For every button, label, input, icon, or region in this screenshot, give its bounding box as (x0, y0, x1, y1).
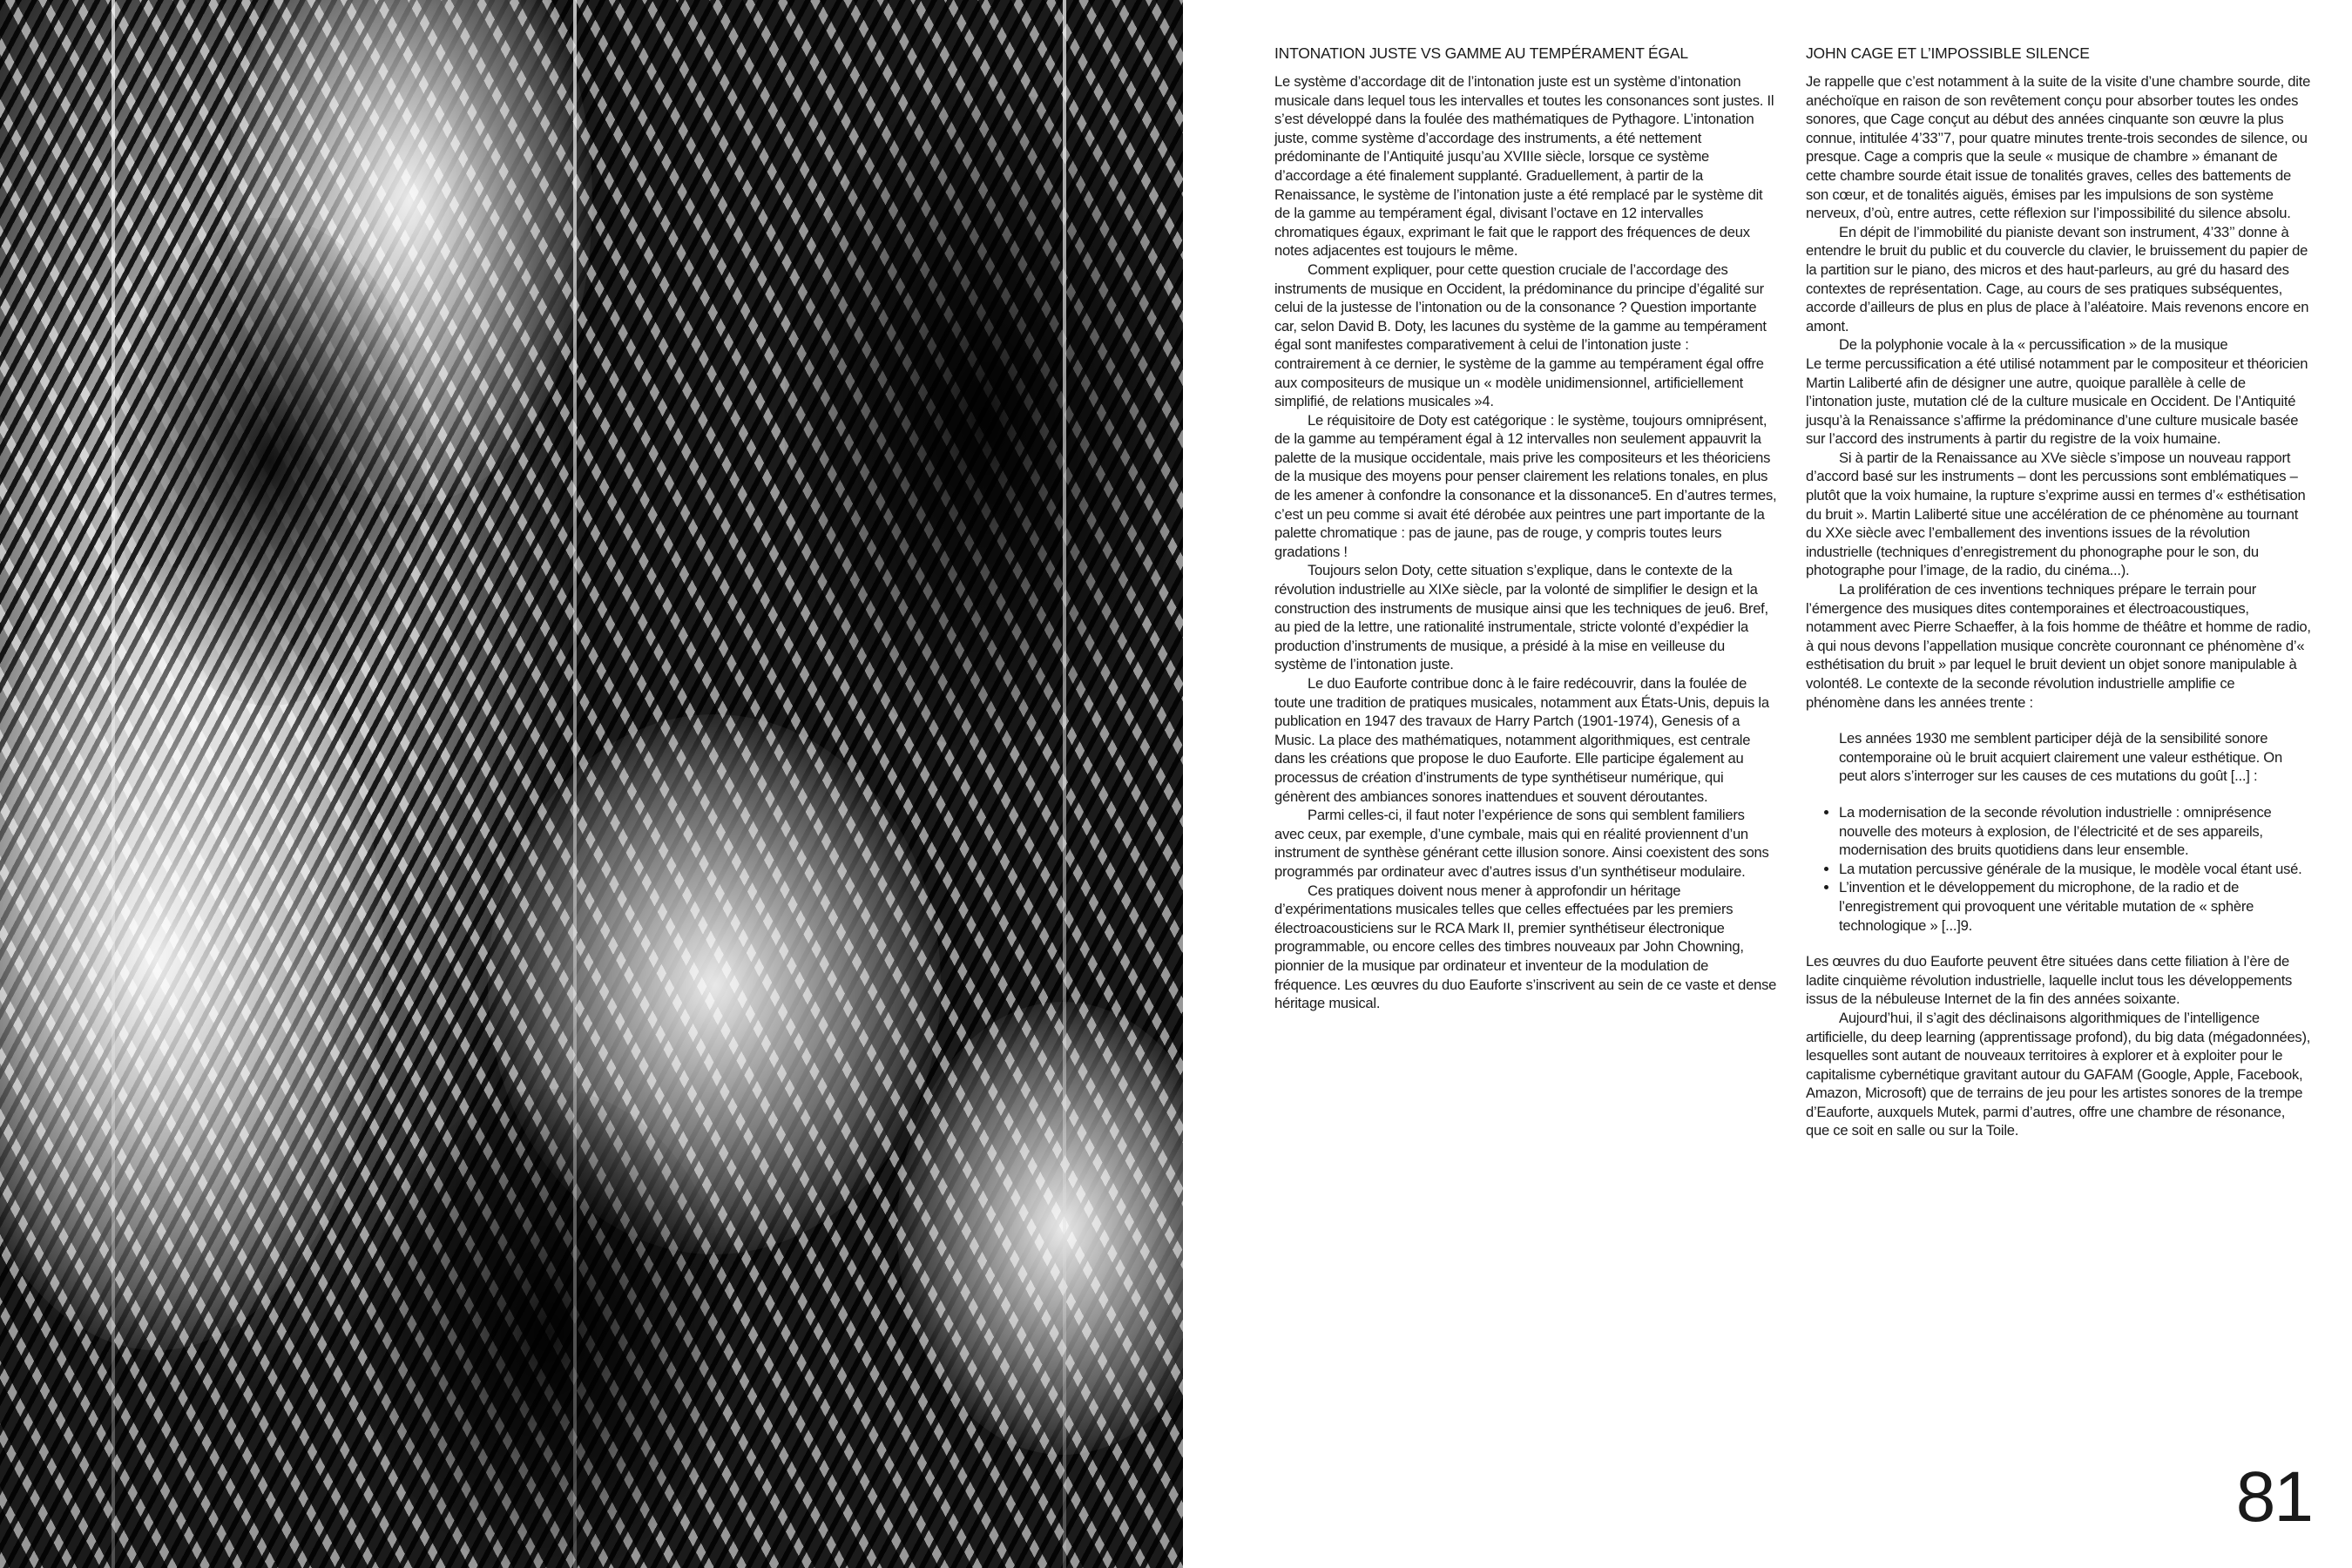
page-number: 81 (2235, 1457, 2312, 1537)
bullet-item: • La modernisation de la seconde révolution industrielle : omniprésence nouvelle des moteurs à explosion, de l’électricité et de ses appareils, modernisation des bruits quotidiens dans leur ensemble. (1839, 803, 2311, 860)
paragraph: Le système d’accordage dit de l’intonation juste est un système d’intonation musicale dans lequel tous les intervalles et toutes les consonances sont justes. Il s’est développé dans la foulée des mathématiques de Pythagore. L’intonation juste, comme système d’accordage des instruments, a été nettement prédominante de l’Antiquité jusqu’au XVIIIe siècle, lorsque ce système d’accordage a été finalement supplanté. Graduellement, à partir de la Renaissance, le système de l’intonation juste a été remplacé par le système dit de la gamme au tempérament égal, divisant l’octave en 12 intervalles chromatiques égaux, exprimant le fait que le rapport des fréquences de deux notes adjacentes est toujours le même. (1274, 73, 1774, 260)
bullet-item: • La mutation percussive générale de la musique, le modèle vocal étant usé. (1839, 860, 2311, 879)
quote-bullet-list (1806, 803, 2311, 935)
artwork-seam (1063, 0, 1066, 1568)
paragraph: Ces pratiques doivent nous mener à approfondir un héritage d’expérimentations musicales telles que celles effectuées par les premiers électroacousticiens sur le RCA Mark II, premier synthétiseur électronique programmable, ou encore celles des timbres nouveaux par John Chowning, pionnier de la musique par ordinateur et inventeur de la modulation de fréquence. Les œuvres du duo Eauforte s’inscrivent au sein de ce vaste et dense héritage musical. (1274, 882, 1777, 1012)
left-text-column (1274, 44, 1778, 1013)
artwork-seam (573, 0, 577, 1568)
artwork-shadow (784, 87, 1183, 749)
artwork-seam (112, 0, 115, 1568)
paragraph: Les œuvres du duo Eauforte peuvent être situées dans cette filiation à l’ère de ladite cinquième révolution industrielle, laquelle inclut tous les développements issus de la nébuleuse Internet de la fin des années soixante. (1806, 953, 2293, 1008)
paragraph: Aujourd’hui, il s’agit des déclinaisons algorithmiques de l’intelligence artificielle, du deep learning (apprentissage profond), du big data (mégadonnées), lesquelles sont autant de nouveaux territoires à explorer et à exploiter pour le capitalisme cybernétique gravitant autour du GAFAM (Google, Apple, Facebook, Amazon, Microsoft) que de terrains de jeu pour les artistes sonores de la trempe d’Eauforte, auxquels Mutek, parmi d’autres, offre une chambre de résonance, que ce soit en salle ou sur la Toile. (1806, 1009, 2311, 1139)
paragraph: Le terme percussification a été utilisé notamment par le compositeur et théoricien Martin Laliberté afin de désigner une autre, quoique parallèle à celle de l’intonation juste, mutation clé de la culture musicale en Occident. De l’Antiquité jusqu’à la Renaissance s’affirme la prédominance d’une culture musicale basée sur l’accord des instruments à partir du registre de la voix humaine. (1806, 355, 2308, 448)
subheading: De la polyphonie vocale à la « percussification » de la musique (1839, 336, 2228, 354)
section-heading: JOHN CAGE ET L’IMPOSSIBLE SILENCE (1806, 44, 2090, 62)
paragraph: En dépit de l’immobilité du pianiste devant son instrument, 4’33’’ donne à entendre le bruit du public et du couvercle du clavier, le bruissement du papier de la partition sur le piano, des micros et des haut-parleurs, au gré du hasard des contextes de représentation. Cage, au cours de ses pratiques subséquentes, accorde d’ailleurs de plus en plus de place à l’aléatoire. Mais revenons encore en amont. (1806, 223, 2309, 335)
artwork-shadow (366, 1089, 732, 1568)
section-heading: INTONATION JUSTE VS GAMME AU TEMPÉRAMENT ÉGAL (1274, 44, 1688, 62)
paragraph: La prolifération de ces inventions techniques prépare le terrain pour l’émergence des musiques dites contemporaines et électroacoustiques, notamment avec Pierre Schaeffer, à la fois homme de théâtre et homme de radio, à qui nous devons l’appellation musique concrète couronnant ce phénomène d’« esthétisation du bruit » par lequel le bruit devient un objet sonore manipulable à volonté8. Le contexte de la seconde révolution industrielle amplifie ce phénomène dans les années trente : (1806, 581, 2311, 711)
paragraph: Le duo Eauforte contribue donc à le faire redécouvrir, dans la foulée de toute une tradition de pratiques musicales, notamment aux États-Unis, depuis la publication en 1947 des travaux de Harry Partch (1901-1974), Genesis of a Music. La place des mathématiques, notamment algorithmiques, est centrale dans les créations que propose le duo Eauforte. Elle participe également au processus de création d’instruments de type synthétiseur numérique, qui génèrent des ambiances sonores inattendues et souvent déroutantes. (1274, 675, 1769, 805)
bullet-item: • L’invention et le développement du microphone, de la radio et de l’enregistrement qui provoquent une véritable mutation de « sphère technologique » [...]9. (1839, 878, 2311, 935)
paragraph: Si à partir de la Renaissance au XVe siècle s’impose un nouveau rapport d’accord basé sur les instruments – dont les percussions sont emblématiques – plutôt que la voix humaine, la rupture s’exprime aussi en termes d’« esthétisation du bruit ». Martin Laliberté situe une accélération de ce phénomène au tournant du XXe siècle avec l’emballement des inventions issues de la révolution industrielle (techniques d’enregistrement du phonographe pour le son, du photographe pour l’image, de la radio, du cinéma...). (1806, 449, 2306, 579)
right-text-column (1806, 44, 2311, 1140)
paragraph: Toujours selon Doty, cette situation s’explique, dans le contexte de la révolution industrielle au XIXe siècle, par la volonté de simplifier le design et la construction des instruments de musique ainsi que les techniques de jeu6. Bref, au pied de la lettre, une rationalité instrumentale, stricte volonté d’expédier la production d’instruments de musique, a présidé à la mise en veilleuse du système de l’intonation juste. (1274, 562, 1768, 673)
artwork-highlight (897, 1002, 1183, 1455)
paragraph: Comment expliquer, pour cette question cruciale de l’accordage des instruments de musique en Occident, la prédominance du principe d’égalité sur celui de la justesse de l’intonation ou de la consonance ? Question importante car, selon David B. Doty, les lacunes du système de la gamme au tempérament égal sont manifestes comparativement à celui de l’intonation juste : contrairement à ce dernier, le système de la gamme au tempérament égal offre aux compositeurs de musique un « modèle unidimensionnel, artificiellement simplifié, de relations musicales »4. (1274, 260, 1767, 410)
paragraph: Parmi celles-ci, il faut noter l’expérience de sons qui semblent familiers avec ceux, par exemple, d’une cymbale, mais qui en réalité proviennent d’un instrument de synthèse générant cette illusion sonore. Ainsi coexistent des sons programmés par ordinateur avec d’autres issus d’un synthétiseur modulaire. (1274, 807, 1769, 880)
paragraph: Le réquisitoire de Doty est catégorique : le système, toujours omniprésent, de la gamme au tempérament égal à 12 intervalles non seulement appauvrit la palette de la musique occidentale, mais prive les compositeurs et les théoriciens de la musique des moyens pour penser clairement les relations tonales, en plus de les amener à confondre la consonance et la dissonance5. En d’autres termes, c’est un peu comme si avait été dérobée aux peintres une part importante de la palette chromatique : pas de jaune, pas de rouge, y compris toutes leurs gradations ! (1274, 411, 1777, 560)
block-quote (1839, 729, 2311, 786)
quote-text: Les années 1930 me semblent participer déjà de la sensibilité sonore contemporaine où le bruit acquiert clairement une valeur esthétique. On peut alors s’interroger sur les causes de ces mutations du goût [...] : (1839, 730, 2282, 785)
artwork-shadow (113, 218, 427, 706)
paragraph: Je rappelle que c’est notamment à la suite de la visite d’une chambre sourde, dite anéchoïque en raison de son revêtement conçu pour absorber toutes les ondes sonores, que Cage conçut au début des années cinquante son œuvre la plus connue, intitulée 4’33’’7, pour quatre minutes trente-trois secondes de silence, ou presque. Cage a compris que la seule « musique de chambre » émanant de cette chambre sourde était issue de tonalités graves, celles des battements de son cœur, et de tonalités aiguës, émises par les impulsions de son système nerveux, d’où, entre autres, cette réflexion sur l’impossibilité du silence absolu. (1806, 73, 2311, 222)
